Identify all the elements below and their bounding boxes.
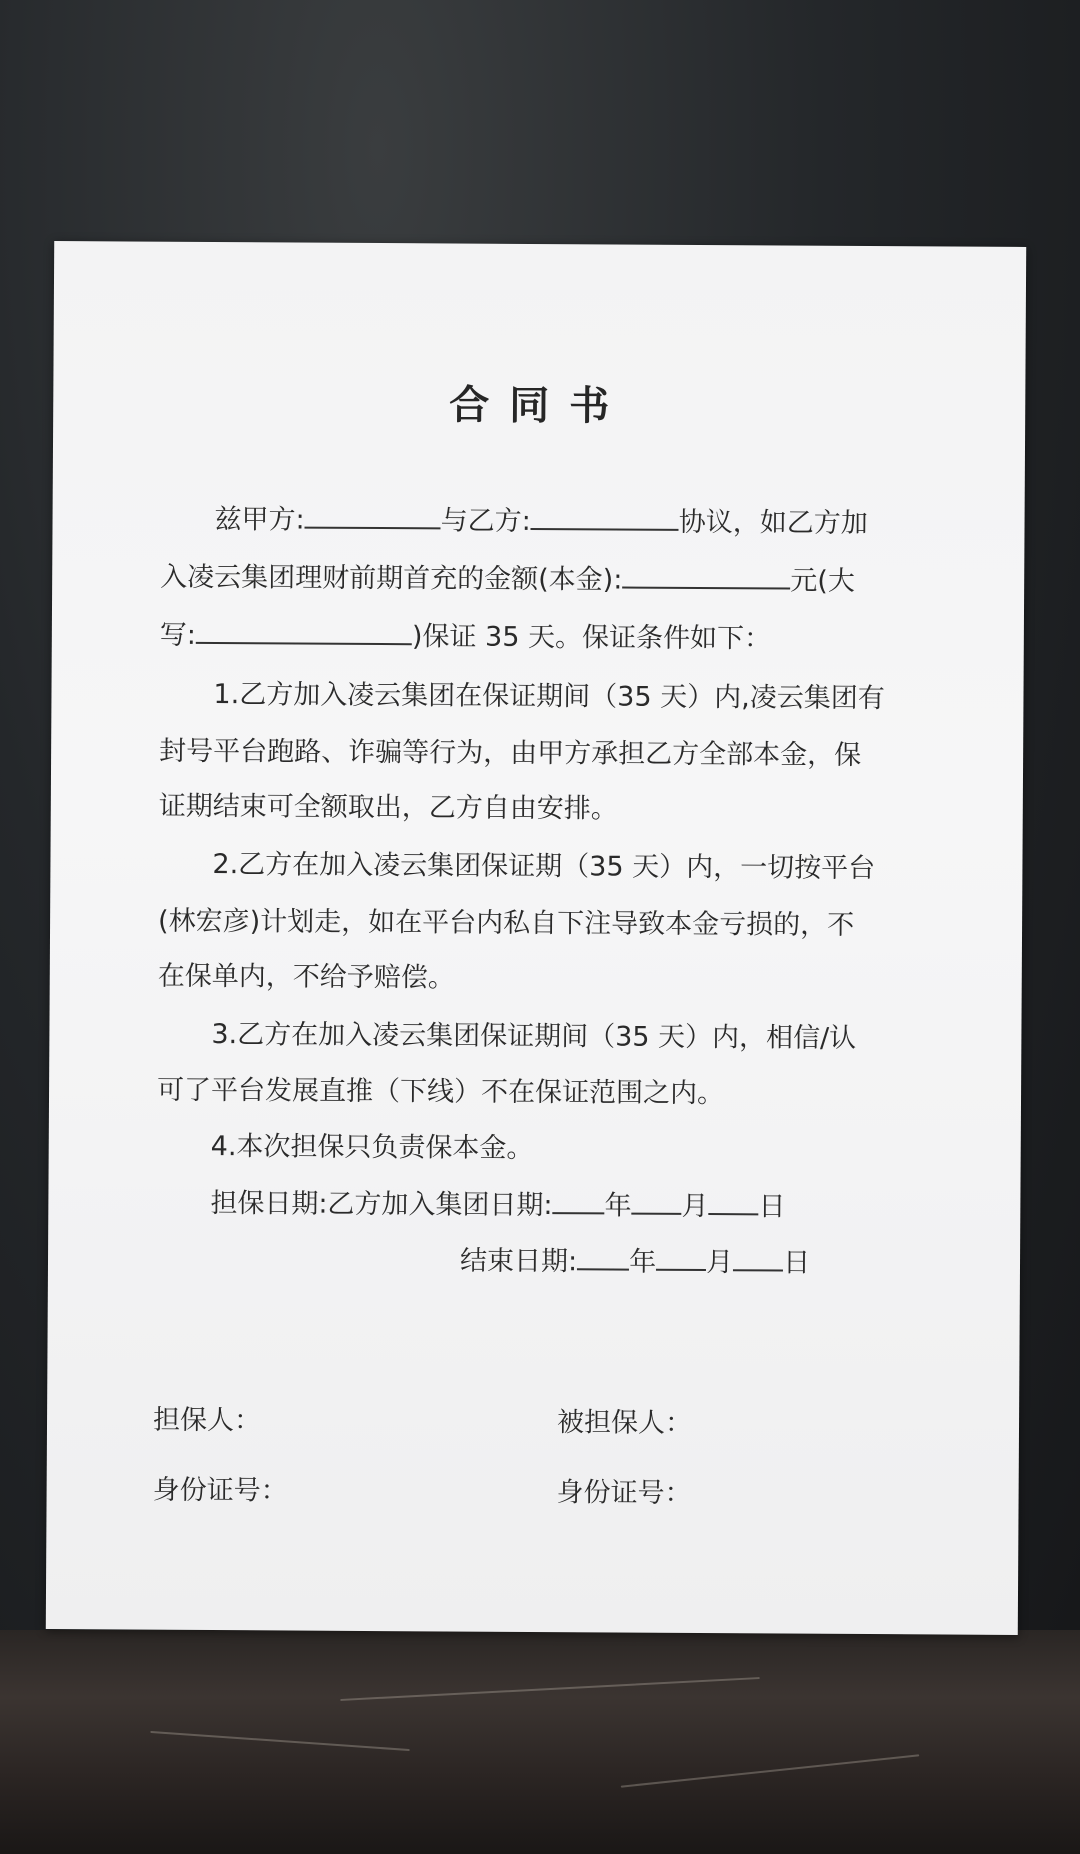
- start-date-line: [156, 1184, 960, 1229]
- guaranteed-id-label: 身份证号：: [556, 1477, 692, 1509]
- table-scratch: [340, 1677, 760, 1701]
- start-day-blank: [709, 1189, 759, 1215]
- clause-1-line-2: 封号平台跑路、诈骗等行为，由甲方承担乙方全部本金，保: [159, 735, 862, 771]
- end-day-label: 日: [783, 1247, 811, 1279]
- clause-2-line-3: 在保单内，不给予赔偿。: [157, 960, 455, 994]
- clause-1-line-1: 1.乙方加入凌云集团在保证期间（35 天）内,凌云集团有: [213, 679, 885, 715]
- document-title: 合同书: [449, 382, 630, 430]
- clause-2-line-1: 2.乙方在加入凌云集团保证期（35 天）内，一切按平台: [212, 849, 876, 885]
- party-b-label: 与乙方:: [440, 505, 531, 537]
- end-year-label: 年: [629, 1246, 657, 1278]
- table-scratch: [621, 1754, 920, 1787]
- guaranteed-label: 被担保人：: [556, 1407, 693, 1439]
- contract-paper: [46, 241, 1026, 1635]
- party-a-label: 兹甲方:: [214, 504, 305, 536]
- end-month-label: 月: [706, 1247, 734, 1279]
- clause-3-line-2: 可了平台发展直推（下线）不在保证范围之内。: [156, 1074, 725, 1110]
- guarantee-period-text: )保证 35 天。保证条件如下：: [411, 621, 772, 655]
- amount-unit: 元(大: [790, 565, 855, 597]
- end-month-blank: [656, 1245, 706, 1271]
- clause-4-line-1: 4.本次担保只负责保本金。: [210, 1131, 534, 1164]
- end-year-blank: [577, 1244, 629, 1270]
- amount-blank: [622, 563, 790, 590]
- guarantor-id-label: 身份证号：: [152, 1474, 288, 1507]
- guarantor-label: 担保人：: [152, 1404, 262, 1437]
- intro-line-2: [160, 558, 964, 603]
- start-date-label: 担保日期:乙方加入集团日期:: [210, 1188, 553, 1222]
- amount-words-blank: [196, 618, 412, 645]
- clause-1-line-3: 证期结束可全额取出，乙方自由安排。: [158, 790, 618, 825]
- party-a-blank: [305, 503, 441, 530]
- start-year-blank: [553, 1188, 605, 1214]
- clause-2-line-2: (林宏彦)计划走，如在平台内私自下注导致本金亏损的，不: [158, 905, 855, 941]
- table-surface: [0, 1630, 1080, 1854]
- amount-label: 入凌云集团理财前期首充的金额(本金):: [160, 561, 623, 596]
- end-date-label: 结束日期:: [459, 1245, 578, 1278]
- intro-line-3: [160, 616, 964, 661]
- amount-words-label: 写:: [159, 619, 197, 651]
- clause-3-line-1: 3.乙方在加入凌云集团保证期间（35 天）内，相信/认: [211, 1019, 857, 1054]
- table-scratch: [150, 1731, 410, 1751]
- party-b-blank: [531, 504, 679, 531]
- start-year-label: 年: [604, 1190, 632, 1222]
- end-date-line: [460, 1242, 960, 1285]
- start-month-label: 月: [681, 1190, 709, 1223]
- end-day-blank: [733, 1245, 783, 1271]
- start-day-label: 日: [758, 1191, 786, 1223]
- start-month-blank: [632, 1189, 682, 1215]
- intro-line-1: [160, 500, 964, 545]
- agreement-text: 协议，如乙方加: [678, 506, 868, 540]
